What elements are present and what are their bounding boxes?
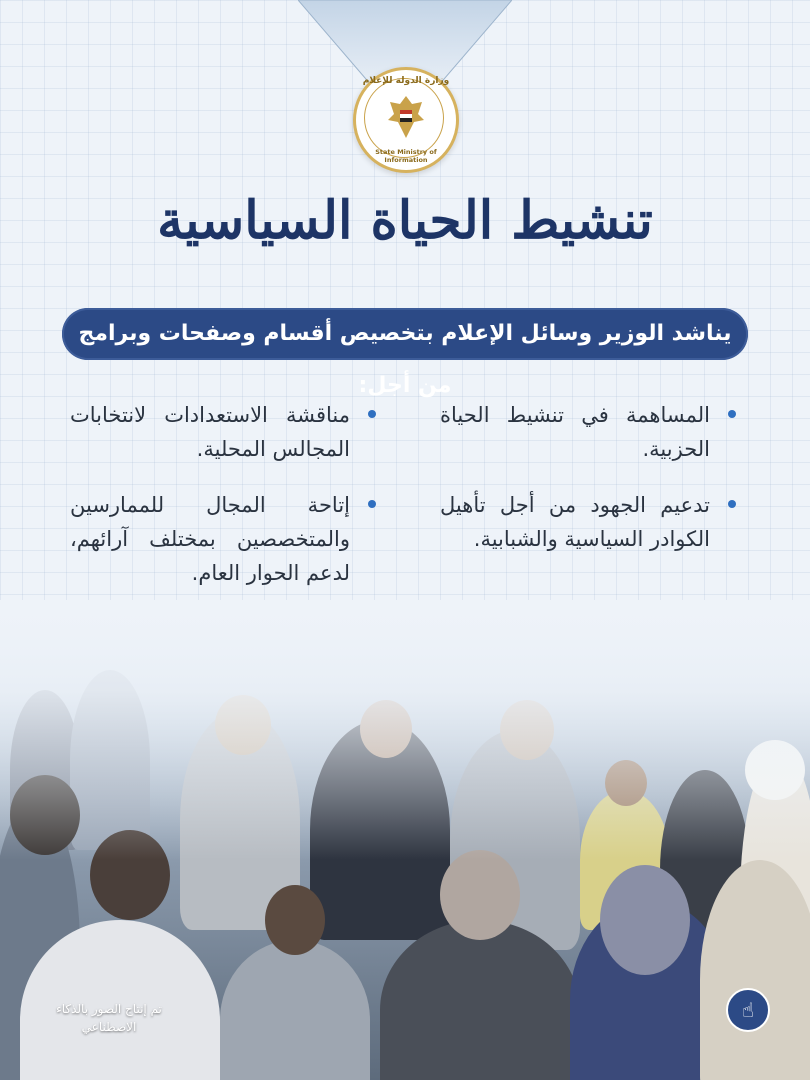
photo-fade-overlay <box>0 600 810 860</box>
state-ministry-logo-icon <box>353 67 459 173</box>
bullet-icon <box>728 500 736 508</box>
logo-english-text: State Ministry of Information <box>375 148 437 164</box>
eagle-emblem-icon <box>386 94 426 140</box>
bullet-icon <box>728 410 736 418</box>
intro-banner-text: يناشد الوزير وسائل الإعلام بتخصيص أقسام وصفحات وبرامج من أجل: <box>78 321 732 398</box>
list-item-text: تدعيم الجهود من أجل تأهيل الكوادر السياسية والشبابية. <box>440 493 710 551</box>
ai-touch-icon: ☝ <box>726 988 770 1032</box>
bullet-icon <box>368 410 376 418</box>
intro-banner <box>62 308 748 398</box>
list-item-text: المساهمة في تنشيط الحياة الحزبية. <box>440 403 710 461</box>
ai-generated-note: تم إنتاج الصور بالذكاء الاصطناعي <box>56 1002 162 1034</box>
left-column <box>70 398 380 612</box>
page-title: تنشيط الحياة السياسية <box>157 190 653 251</box>
bullet-icon <box>368 500 376 508</box>
list-item-text: إتاحة المجال للممارسين والمتخصصين بمختلف آرائهم، لدعم الحوار العام. <box>70 493 350 585</box>
list-item <box>440 398 740 466</box>
list-item <box>70 398 380 466</box>
list-item <box>70 488 380 590</box>
right-column <box>440 398 740 578</box>
list-item-text: مناقشة الاستعدادات لانتخابات المجالس المحلية. <box>70 403 350 461</box>
list-item <box>440 488 740 556</box>
logo-arabic-text: وزارة الدولة للإعلام <box>362 76 450 86</box>
